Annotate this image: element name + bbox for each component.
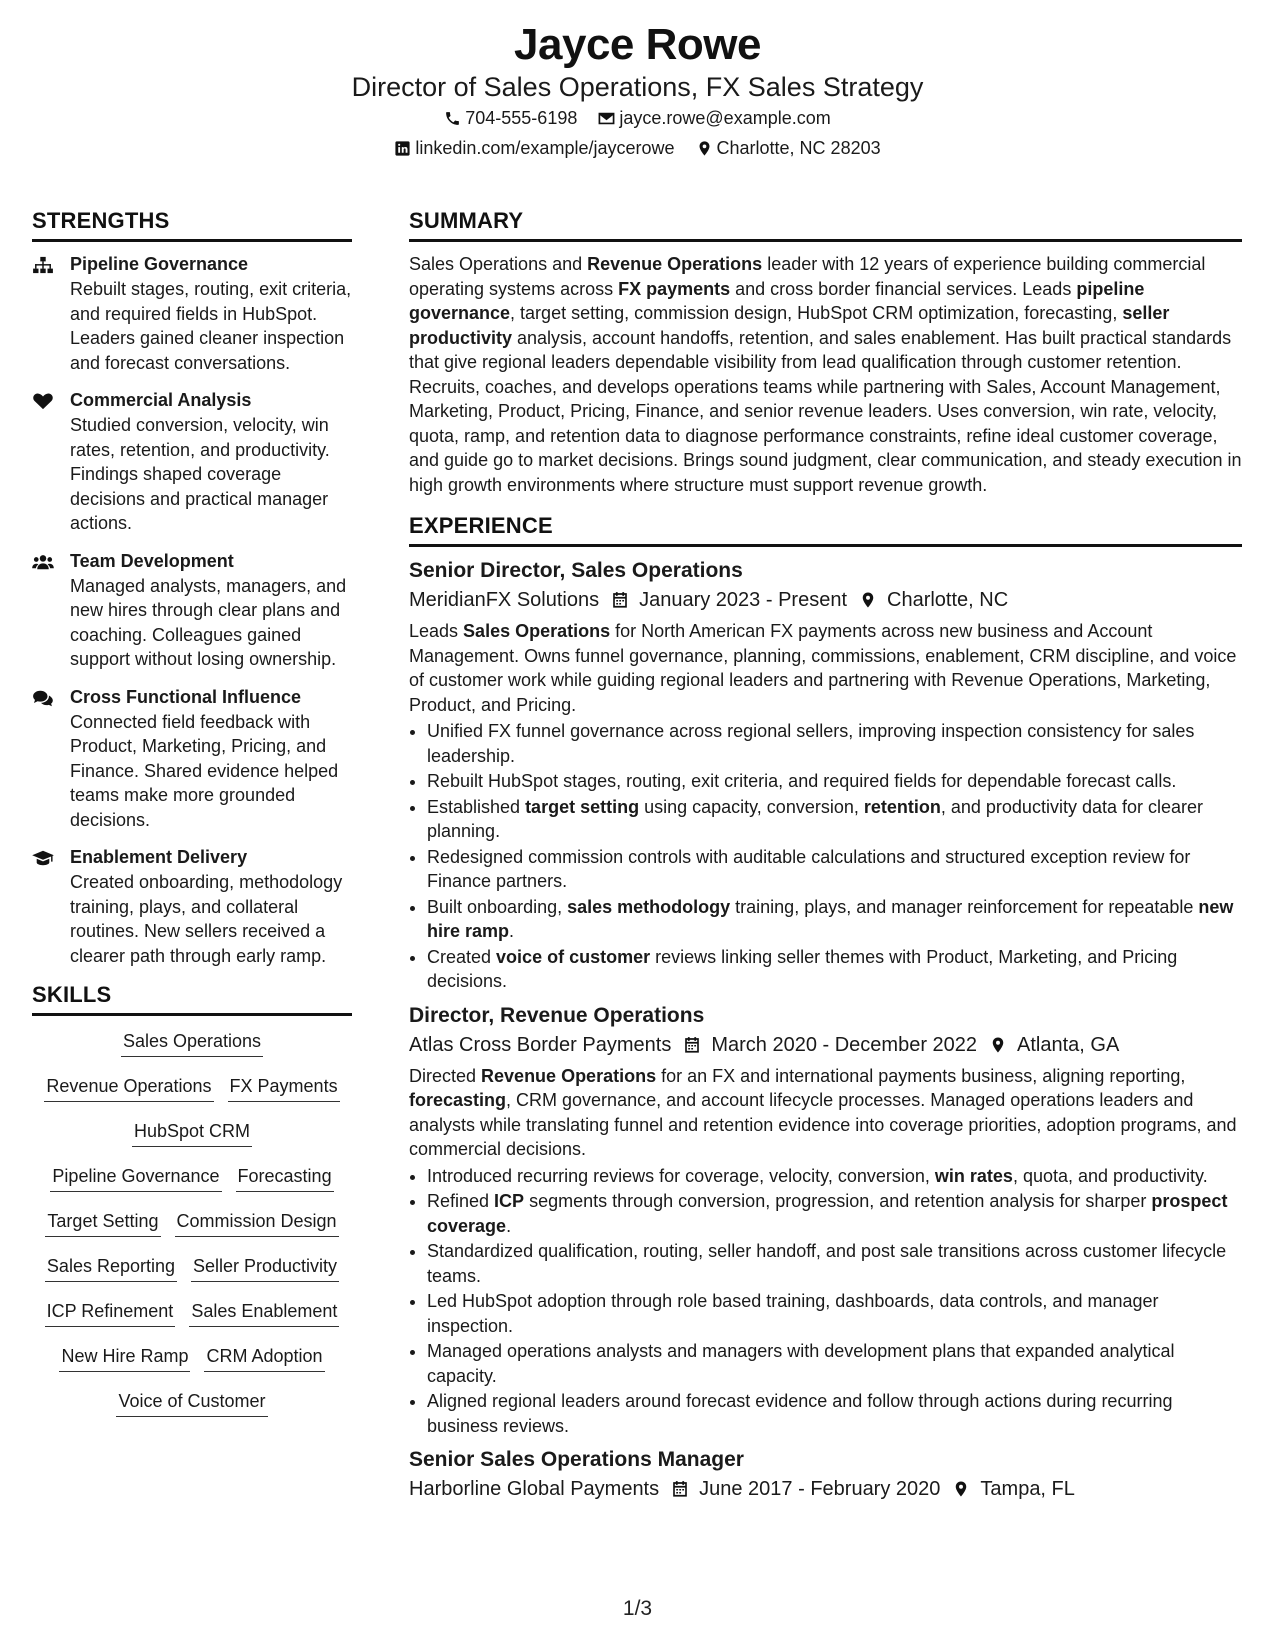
skill-row [32, 1339, 352, 1384]
skill-tag: ICP Refinement [45, 1294, 176, 1327]
envelope-icon [598, 110, 615, 127]
job-bullet: • Redesigned commission controls with auditable calculations and structured exception review for Finance partners. [427, 845, 1242, 894]
job-location-item [989, 1030, 1119, 1060]
skill-row [32, 1024, 352, 1069]
strength-body [70, 685, 352, 833]
strength-body [70, 549, 352, 672]
strength-desc: Studied conversion, velocity, win rates, retention, and productivity. Findings shaped coverage decisions and practical manager actions. [70, 415, 330, 533]
job-dates: June 2017 - February 2020 [699, 1478, 941, 1500]
skill-tag: Seller Productivity [191, 1249, 339, 1282]
linkedin-text[interactable]: linkedin.com/example/jaycerowe [415, 138, 675, 158]
map-marker-icon [952, 1480, 970, 1498]
page-number: 1/3 [622, 1597, 653, 1620]
candidate-title: Director of Sales Operations, FX Sales Strategy [351, 72, 924, 102]
job-bullet: • Introduced recurring reviews for coverage, velocity, conversion, win rates, quota, and productivity. [427, 1164, 1242, 1189]
job-dates-item [683, 1030, 977, 1060]
job-company: Harborline Global Payments [409, 1478, 660, 1500]
job-dates: January 2023 - Present [639, 589, 847, 611]
strength-title: Commercial Analysis [70, 390, 252, 410]
strength-body [70, 388, 352, 536]
skill-row [32, 1294, 352, 1339]
job-intro: Directed Revenue Operations for an FX and international payments business, aligning reporting, forecasting, CRM governance, and account lifecycle processes. Managed operations leaders and analysts while translating funnel and retention evidence into coverage priorities, adoption programs, and commercial decisions. [409, 1065, 1237, 1159]
job-dates-item [671, 1474, 940, 1504]
linkedin-icon [394, 140, 411, 157]
job-location: Charlotte, NC [887, 589, 1009, 611]
job-intro: Leads Sales Operations for North American FX payments across new business and Account Management. Owns funnel governance, planning, commissions, enablement, CRM discipline, and voice of customer work while guiding regional leaders and partnering with Revenue Operations, Marketing, Product, and Pricing. [409, 621, 1237, 715]
job-title: Senior Director, Sales Operations [409, 559, 743, 582]
skill-row [32, 1069, 352, 1114]
phone-item [444, 108, 577, 129]
skill-tag: Sales Enablement [189, 1294, 339, 1327]
job-bullets [409, 1164, 1242, 1439]
job-location: Tampa, FL [980, 1478, 1075, 1500]
calendar-icon [683, 1036, 701, 1054]
job-title: Senior Sales Operations Manager [409, 1448, 744, 1471]
job-entry [409, 557, 1242, 994]
skill-tag: Target Setting [45, 1204, 160, 1237]
skill-tag: FX Payments [228, 1069, 340, 1102]
map-marker-icon [696, 140, 713, 157]
job-bullet: • Established target setting using capacity, conversion, retention, and productivity data for clearer planning. [427, 795, 1242, 844]
contact-row-1 [0, 108, 1275, 132]
users-icon [32, 549, 70, 672]
skill-row [32, 1114, 352, 1159]
strength-item [32, 252, 352, 375]
strength-body [70, 845, 352, 968]
job-company: Atlas Cross Border Payments [409, 1033, 672, 1056]
jobs-list [409, 557, 1242, 1504]
calendar-icon [671, 1480, 689, 1498]
sitemap-icon [32, 252, 70, 375]
skill-tag: Sales Operations [121, 1024, 263, 1057]
skill-tag: Forecasting [236, 1159, 334, 1192]
experience-section [409, 513, 1242, 1504]
experience-heading: EXPERIENCE [409, 513, 1242, 547]
strength-desc: Rebuilt stages, routing, exit criteria, and required fields in HubSpot. Leaders gained cleaner inspection and forecast conversations. [70, 279, 352, 373]
job-dates-item [611, 585, 847, 615]
email-item[interactable] [598, 108, 830, 129]
location-item [696, 138, 881, 159]
job-location-item [952, 1474, 1074, 1504]
email-text[interactable]: jayce.rowe@example.com [619, 108, 831, 128]
skills-section [32, 982, 352, 1429]
job-location-item [859, 585, 1008, 615]
map-marker-icon [859, 591, 877, 609]
job-company: MeridianFX Solutions [409, 589, 600, 611]
skills-list [32, 1024, 352, 1429]
job-bullet: • Aligned regional leaders around forecast evidence and follow through actions during recurring business reviews. [427, 1389, 1242, 1438]
skill-tag: Revenue Operations [44, 1069, 213, 1102]
contact-row-2 [0, 138, 1275, 162]
skill-tag: Voice of Customer [116, 1384, 267, 1417]
heart-icon [32, 388, 70, 536]
strength-desc: Managed analysts, managers, and new hires through clear plans and coaching. Colleagues gained support without losing ownership. [70, 575, 347, 669]
job-bullets [409, 719, 1242, 994]
calendar-icon [611, 591, 629, 609]
left-column [32, 208, 352, 1429]
job-dates: March 2020 - December 2022 [711, 1033, 978, 1056]
linkedin-item[interactable] [394, 138, 674, 159]
job-entry [409, 1002, 1242, 1439]
job-title: Director, Revenue Operations [409, 1003, 705, 1027]
job-location: Atlanta, GA [1017, 1033, 1120, 1056]
strength-item [32, 388, 352, 536]
skills-heading: SKILLS [32, 982, 352, 1016]
skill-tag: Sales Reporting [45, 1249, 177, 1282]
job-bullet: • Refined ICP segments through conversion, progression, and retention analysis for sharper prospect coverage. [427, 1189, 1242, 1238]
summary-heading: SUMMARY [409, 208, 1242, 242]
job-bullet: • Managed operations analysts and managers with development plans that expanded analytical capacity. [427, 1339, 1242, 1388]
strength-item [32, 549, 352, 672]
skill-row [32, 1204, 352, 1249]
strength-title: Team Development [70, 550, 234, 571]
candidate-name: Jayce Rowe [514, 20, 761, 69]
skill-tag: CRM Adoption [204, 1339, 324, 1372]
job-bullet: • Rebuilt HubSpot stages, routing, exit criteria, and required fields for dependable forecast calls. [427, 769, 1242, 794]
summary-text: Sales Operations and Revenue Operations leader with 12 years of experience building commercial operating systems across FX payments and cross border financial services. Leads pipeline governance, target setting, commission design, HubSpot CRM optimization, forecasting, seller productivity analysis, account handoffs, retention, and sales enablement. Has built practical standards that give regional leaders dependable visibility from lead qualification through customer retention. Recruits, coaches, and develops operations teams while partnering with Sales, Account Management, Marketing, Product, Pricing, Finance, and senior revenue leaders. Uses conversion, win rate, velocity, quota, ramp, and retention data to diagnose performance constraints, refine ideal customer coverage, and guide go to market decisions. Brings sound judgment, clear communication, and steady execution in high growth environments where structure must support revenue growth. [409, 254, 1242, 495]
job-bullet: • Created voice of customer reviews linking seller themes with Product, Marketing, and Pricing decisions. [427, 945, 1242, 994]
job-meta [409, 585, 1242, 615]
skill-tag: New Hire Ramp [59, 1339, 190, 1372]
strength-item [32, 845, 352, 968]
job-bullet: • Standardized qualification, routing, seller handoff, and post sale transitions across customer lifecycle teams. [427, 1239, 1242, 1288]
graduation-cap-icon [32, 845, 70, 968]
phone-icon [444, 110, 461, 127]
strength-title: Pipeline Governance [70, 254, 249, 274]
strength-item [32, 685, 352, 833]
location-text: Charlotte, NC 28203 [716, 138, 881, 158]
job-bullet: • Unified FX funnel governance across regional sellers, improving inspection consistency for sales leadership. [427, 719, 1242, 768]
job-meta [409, 1474, 1242, 1504]
job-meta [409, 1030, 1242, 1060]
strengths-heading: STRENGTHS [32, 208, 352, 242]
strength-title: Cross Functional Influence [70, 686, 302, 707]
strength-desc: Created onboarding, methodology training, plays, and collateral routines. New sellers received a clearer path through early ramp. [70, 872, 343, 966]
job-bullet: • Built onboarding, sales methodology training, plays, and manager reinforcement for repeatable new hire ramp. [427, 895, 1242, 944]
skill-tag: Commission Design [175, 1204, 339, 1237]
phone-text: 704-555-6198 [465, 108, 578, 128]
skill-row [32, 1159, 352, 1204]
strengths-list [32, 252, 352, 968]
skill-row [32, 1249, 352, 1294]
comments-icon [32, 685, 70, 833]
map-marker-icon [989, 1036, 1007, 1054]
strength-body [70, 252, 352, 375]
skill-tag: HubSpot CRM [132, 1114, 252, 1147]
skill-row [32, 1384, 352, 1429]
job-bullet: • Led HubSpot adoption through role based training, dashboards, data controls, and manager inspection. [427, 1289, 1242, 1338]
job-entry [409, 1446, 1242, 1504]
right-column [409, 208, 1242, 1512]
skill-tag: Pipeline Governance [50, 1159, 221, 1192]
strength-title: Enablement Delivery [70, 847, 248, 867]
strength-desc: Connected field feedback with Product, Marketing, Pricing, and Finance. Shared evidence helped teams make more grounded decisions. [70, 711, 339, 830]
